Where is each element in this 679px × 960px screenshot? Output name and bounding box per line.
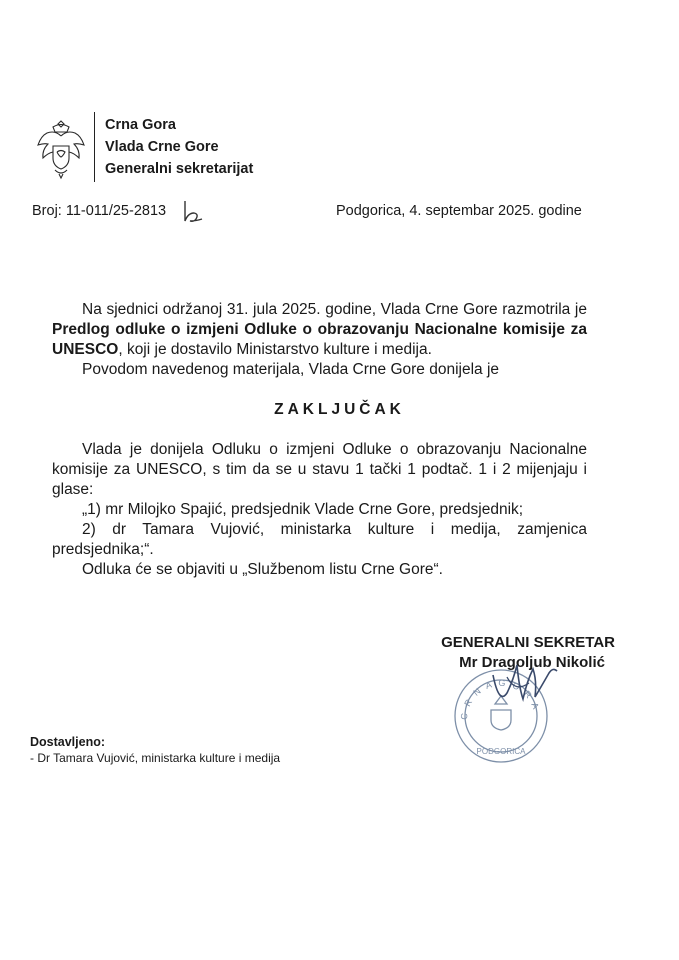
intro-text-part1: Na sjednici održanoj 31. jula 2025. godine, Vlada Crne Gore razmotrila je	[82, 301, 587, 318]
conclusion-paragraph	[52, 440, 587, 580]
intro-text	[52, 300, 587, 360]
conclusion-title: ZAKLJUČAK	[274, 401, 405, 418]
intro-text-part2: , koji je dostavilo Ministarstvo kulture i medija.	[118, 341, 432, 358]
handwritten-signature-icon	[485, 655, 565, 715]
conclusion-item-1: „1) mr Milojko Spajić, predsjednik Vlade Crne Gore, predsjednik;	[82, 501, 524, 518]
stamp-city: PODGORICA	[476, 747, 526, 756]
delivery-recipient: - Dr Tamara Vujović, ministarka kulture i medija	[30, 751, 281, 765]
signatory-title: GENERALNI SEKRETAR	[441, 634, 615, 651]
intro-bold-title: Predlog odluke o izmjeni Odluke o obrazovanju Nacionalne komisije za UNESCO	[52, 321, 587, 358]
coat-of-arms-icon	[36, 118, 86, 180]
header-government: Vlada Crne Gore	[105, 139, 219, 155]
intro-line2: Povodom navedenog materijala, Vlada Crne Gore donijela je	[82, 361, 500, 378]
svg-text:C R N A G O R A: C R N A G O R A	[458, 677, 542, 721]
header-divider	[94, 112, 95, 182]
conclusion-publish: Odluka će se objaviti u „Službenom listu Crne Gore“.	[82, 561, 443, 578]
handwritten-mark-icon	[181, 198, 207, 224]
conclusion-item-2: 2) dr Tamara Vujović, ministarka kulture i medija, zamjenica predsjednika;“.	[52, 521, 587, 558]
signatory-name: Mr Dragoljub Nikolić	[459, 654, 605, 671]
reference-number: Broj: 11-011/25-2813	[32, 203, 167, 219]
intro-paragraph	[52, 300, 587, 380]
header-office: Generalni sekretarijat	[105, 161, 254, 177]
conclusion-text: Vlada je donijela Odluku o izmjeni Odluke o obrazovanju Nacionalne komisije za UNESCO, s tim da se u stavu 1 tački 1 podtač. 1 i 2 mijenjaju i glase:	[52, 441, 587, 498]
header-country: Crna Gora	[105, 117, 176, 133]
delivery-label: Dostavljeno:	[30, 735, 106, 749]
place-and-date: Podgorica, 4. septembar 2025. godine	[336, 203, 582, 219]
